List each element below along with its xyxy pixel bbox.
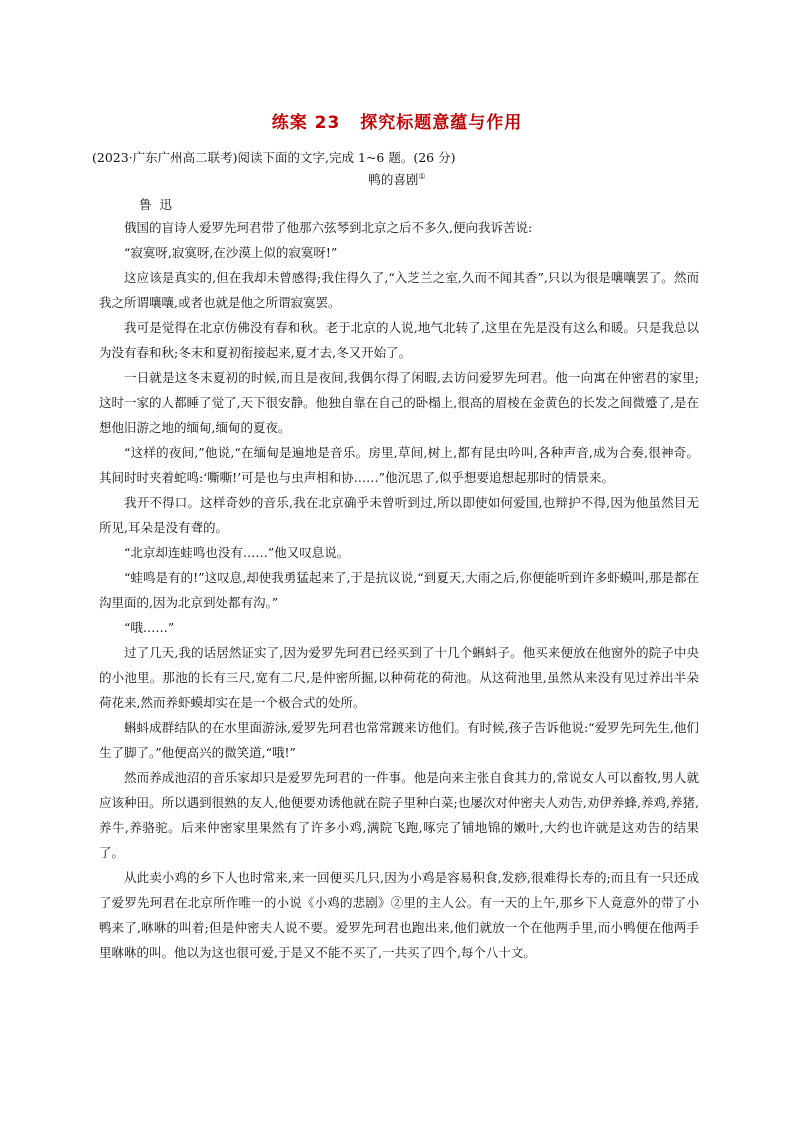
paragraph: “北京却连蛙鸣也没有……”他又叹息说。 <box>124 545 350 560</box>
paragraph: “哦……” <box>124 620 175 635</box>
exercise-topic: 探究标题意蕴与作用 <box>360 113 523 133</box>
exercise-number: 练案 23 <box>271 113 341 133</box>
source-line: (2023·广东广州高二联考)阅读下面的文字,完成 1~6 题。(26 分) <box>92 150 456 165</box>
paragraph: 从此卖小鸡的乡下人也时常来,来一回便买几只,因为小鸡是容易积食,发痧,很难得长寿的;而且有一只还成了爱罗先珂君在北京所作唯一的小说《小鸡的悲剧》②里的主人公。有一天的上午,那乡下人竟意外的带了小鸭来了,咻咻的叫着;但是仲密夫人说不要。爱罗先珂君也跑出来,他们就放一个在他两手里,而小鸭便在他两手里咻咻的叫。他以为这也很可爱,于是又不能不买了,一共买了四个,每个八十文。 <box>99 870 699 960</box>
paragraph: 过了几天,我的话居然证实了,因为爱罗先珂君已经买到了十几个蝌蚪子。他买来便放在他窗外的院子中央的小池里。那池的长有三尺,宽有二尺,是仲密所掘,以种荷花的荷池。从这荷池里,虽然从来没有见过养出半朵荷花来,然而养虾蟆却实在是一个极合式的处所。 <box>99 645 699 710</box>
paragraph: 我可是觉得在北京仿佛没有春和秋。老于北京的人说,地气北转了,这里在先是没有这么和暖。只是我总以为没有春和秋;冬末和夏初衔接起来,夏才去,冬又开始了。 <box>99 320 699 360</box>
paragraph: 蝌蚪成群结队的在水里面游泳,爱罗先珂君也常常踱来访他们。有时候,孩子告诉他说:“爱罗先珂先生,他们生了脚了。”他便高兴的微笑道,“哦!” <box>99 720 699 760</box>
exercise-title <box>0 108 794 133</box>
paragraph: 俄国的盲诗人爱罗先珂君带了他那六弦琴到北京之后不多久,便向我诉苦说: <box>124 220 533 235</box>
paragraph: 然而养成池沼的音乐家却只是爱罗先珂君的一件事。他是向来主张自食其力的,常说女人可以畜牧,男人就应该种田。所以遇到很熟的友人,他便要劝诱他就在院子里种白菜;也屡次对仲密夫人劝告,劝伊养蜂,养鸡,养猪,养牛,养骆驼。后来仲密家里果然有了许多小鸡,满院飞跑,啄完了铺地锦的嫩叶,大约也许就是这劝告的结果了。 <box>99 770 699 860</box>
paragraph: 我开不得口。这样奇妙的音乐,我在北京确乎未曾听到过,所以即使如何爱国,也辩护不得,因为他虽然目无所见,耳朵是没有聋的。 <box>99 495 699 535</box>
author: 鲁迅 <box>139 197 181 212</box>
paragraph: “这样的夜间,”他说,“在缅甸是遍地是音乐。房里,草间,树上,都有昆虫吟叫,各种声音,成为合奏,很神奇。其间时时夹着蛇鸣:‘嘶嘶!’可是也与虫声相和协……”他沉思了,似乎想要追想起那时的情景来。 <box>99 445 699 485</box>
story-title <box>0 170 794 188</box>
paragraph: “蛙鸣是有的!”这叹息,却使我勇猛起来了,于是抗议说,“到夏天,大雨之后,你便能听到许多虾蟆叫,那是都在沟里面的,因为北京到处都有沟。” <box>99 570 699 610</box>
story-title-text: 鸭的喜剧 <box>368 172 419 187</box>
paragraph: 这应该是真实的,但在我却未曾感得;我住得久了,“入芝兰之室,久而不闻其香”,只以为很是嚷嚷罢了。然而我之所谓嚷嚷,或者也就是他之所谓寂寞罢。 <box>99 270 699 310</box>
story-body <box>99 215 699 965</box>
paragraph: 一日就是这冬末夏初的时候,而且是夜间,我偶尔得了闲暇,去访问爱罗先珂君。他一向寓在仲密君的家里;这时一家的人都睡了觉了,天下很安静。他独自靠在自己的卧榻上,很高的眉棱在金黄色的长发之间微蹙了,是在想他旧游之地的缅甸,缅甸的夏夜。 <box>99 370 699 435</box>
paragraph: “寂寞呀,寂寞呀,在沙漠上似的寂寞呀!” <box>124 245 338 260</box>
footnote-mark: ① <box>418 171 426 181</box>
